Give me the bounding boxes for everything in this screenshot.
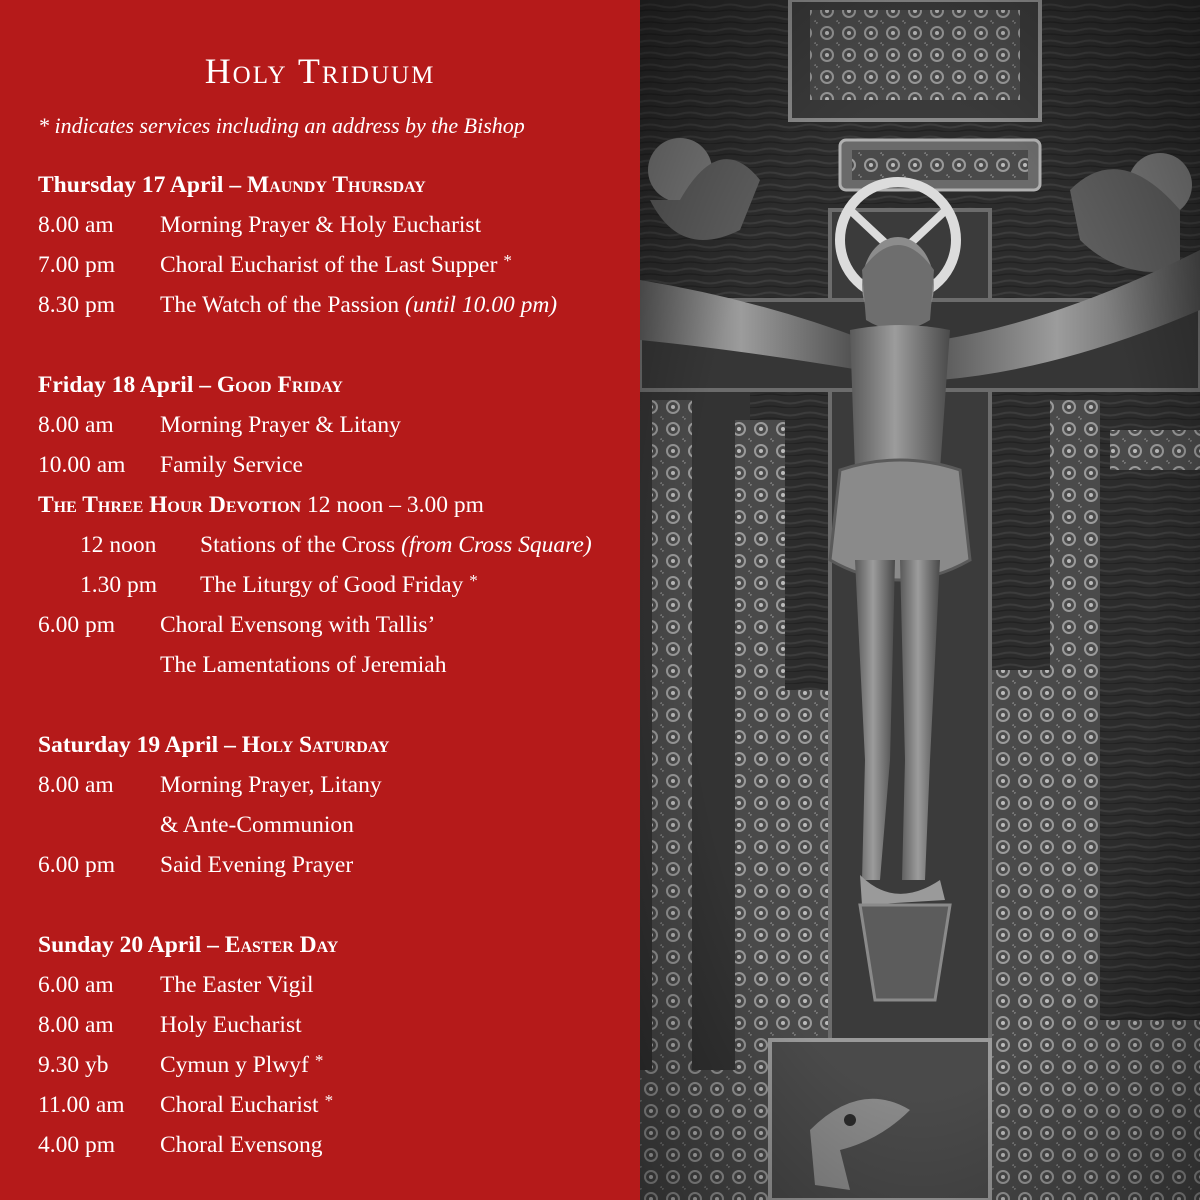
bishop-star: *: [314, 1051, 324, 1070]
service-time: 9.30 yb: [38, 1052, 109, 1078]
service-desc: Choral Evensong: [160, 1132, 323, 1158]
service-desc-wrap: [160, 285, 557, 325]
service-desc: The Easter Vigil: [160, 972, 314, 998]
day-heading-thursday: [38, 165, 426, 205]
service-time: 8.00 am: [38, 212, 114, 238]
day-date: Sunday 20 April –: [38, 932, 225, 958]
service-time: 10.00 am: [38, 452, 126, 478]
service-time: 11.00 am: [38, 1092, 125, 1118]
service-desc: The Liturgy of Good Friday: [200, 572, 464, 598]
service-time: 7.00 pm: [38, 252, 116, 278]
service-desc-wrap: [200, 565, 478, 607]
service-time: 8.00 am: [38, 412, 114, 438]
service-desc: Said Evening Prayer: [160, 852, 354, 878]
service-note: (until 10.00 pm): [405, 292, 558, 318]
day-heading-friday: [38, 365, 343, 405]
day-heading-sunday: [38, 925, 338, 965]
service-time: 8.30 pm: [38, 292, 116, 318]
service-desc: Stations of the Cross: [200, 532, 402, 558]
service-time: 4.00 pm: [38, 1132, 116, 1158]
day-date: Friday 18 April –: [38, 372, 217, 398]
day-name: Maundy Thursday: [246, 172, 426, 198]
service-desc: Cymun y Plwyf: [160, 1052, 309, 1078]
day-name: Holy Saturday: [241, 732, 390, 758]
crucifix-photo: [640, 0, 1200, 1200]
service-desc: & Ante-Communion: [160, 812, 354, 838]
service-time: 12 noon: [80, 532, 157, 558]
service-time: 8.00 am: [38, 1012, 114, 1038]
devotion-heading: [38, 485, 484, 525]
service-time: 6.00 pm: [38, 852, 116, 878]
service-time: 8.00 am: [38, 772, 114, 798]
service-desc: The Lamentations of Jeremiah: [160, 652, 447, 678]
crucifix-illustration: [640, 0, 1200, 1200]
day-date: Saturday 19 April –: [38, 732, 242, 758]
service-desc-wrap: [160, 1045, 323, 1087]
bishop-star: *: [503, 251, 512, 270]
service-desc: Choral Eucharist: [160, 1092, 319, 1118]
service-desc-wrap: [160, 1085, 333, 1127]
service-desc-wrap: [160, 245, 512, 287]
service-desc: Morning Prayer, Litany: [160, 772, 382, 798]
page-title: Holy Triduum: [204, 51, 436, 91]
service-desc: The Watch of the Passion: [160, 292, 406, 318]
service-time: 1.30 pm: [80, 572, 158, 598]
service-time: 6.00 am: [38, 972, 114, 998]
day-date: Thursday 17 April –: [38, 172, 247, 198]
bishop-star: *: [324, 1091, 334, 1110]
devotion-times: 12 noon – 3.00 pm: [301, 492, 484, 518]
service-note: (from Cross Square): [401, 532, 592, 558]
service-desc: Morning Prayer & Litany: [160, 412, 401, 438]
bishop-star: *: [469, 571, 478, 590]
service-desc: Choral Eucharist of the Last Supper: [160, 252, 498, 278]
bishop-address-note: * indicates services including an address by the Bishop: [38, 113, 525, 138]
service-desc-wrap: [200, 525, 592, 565]
service-desc: Holy Eucharist: [160, 1012, 302, 1038]
service-desc: Morning Prayer & Holy Eucharist: [160, 212, 482, 238]
service-desc: Family Service: [160, 452, 303, 478]
day-heading-saturday: [38, 725, 389, 765]
day-name: Easter Day: [224, 932, 339, 958]
day-name: Good Friday: [216, 372, 343, 398]
devotion-name: The Three Hour Devotion: [38, 492, 302, 518]
service-time: 6.00 pm: [38, 612, 116, 638]
service-desc: Choral Evensong with Tallis’: [160, 612, 436, 638]
